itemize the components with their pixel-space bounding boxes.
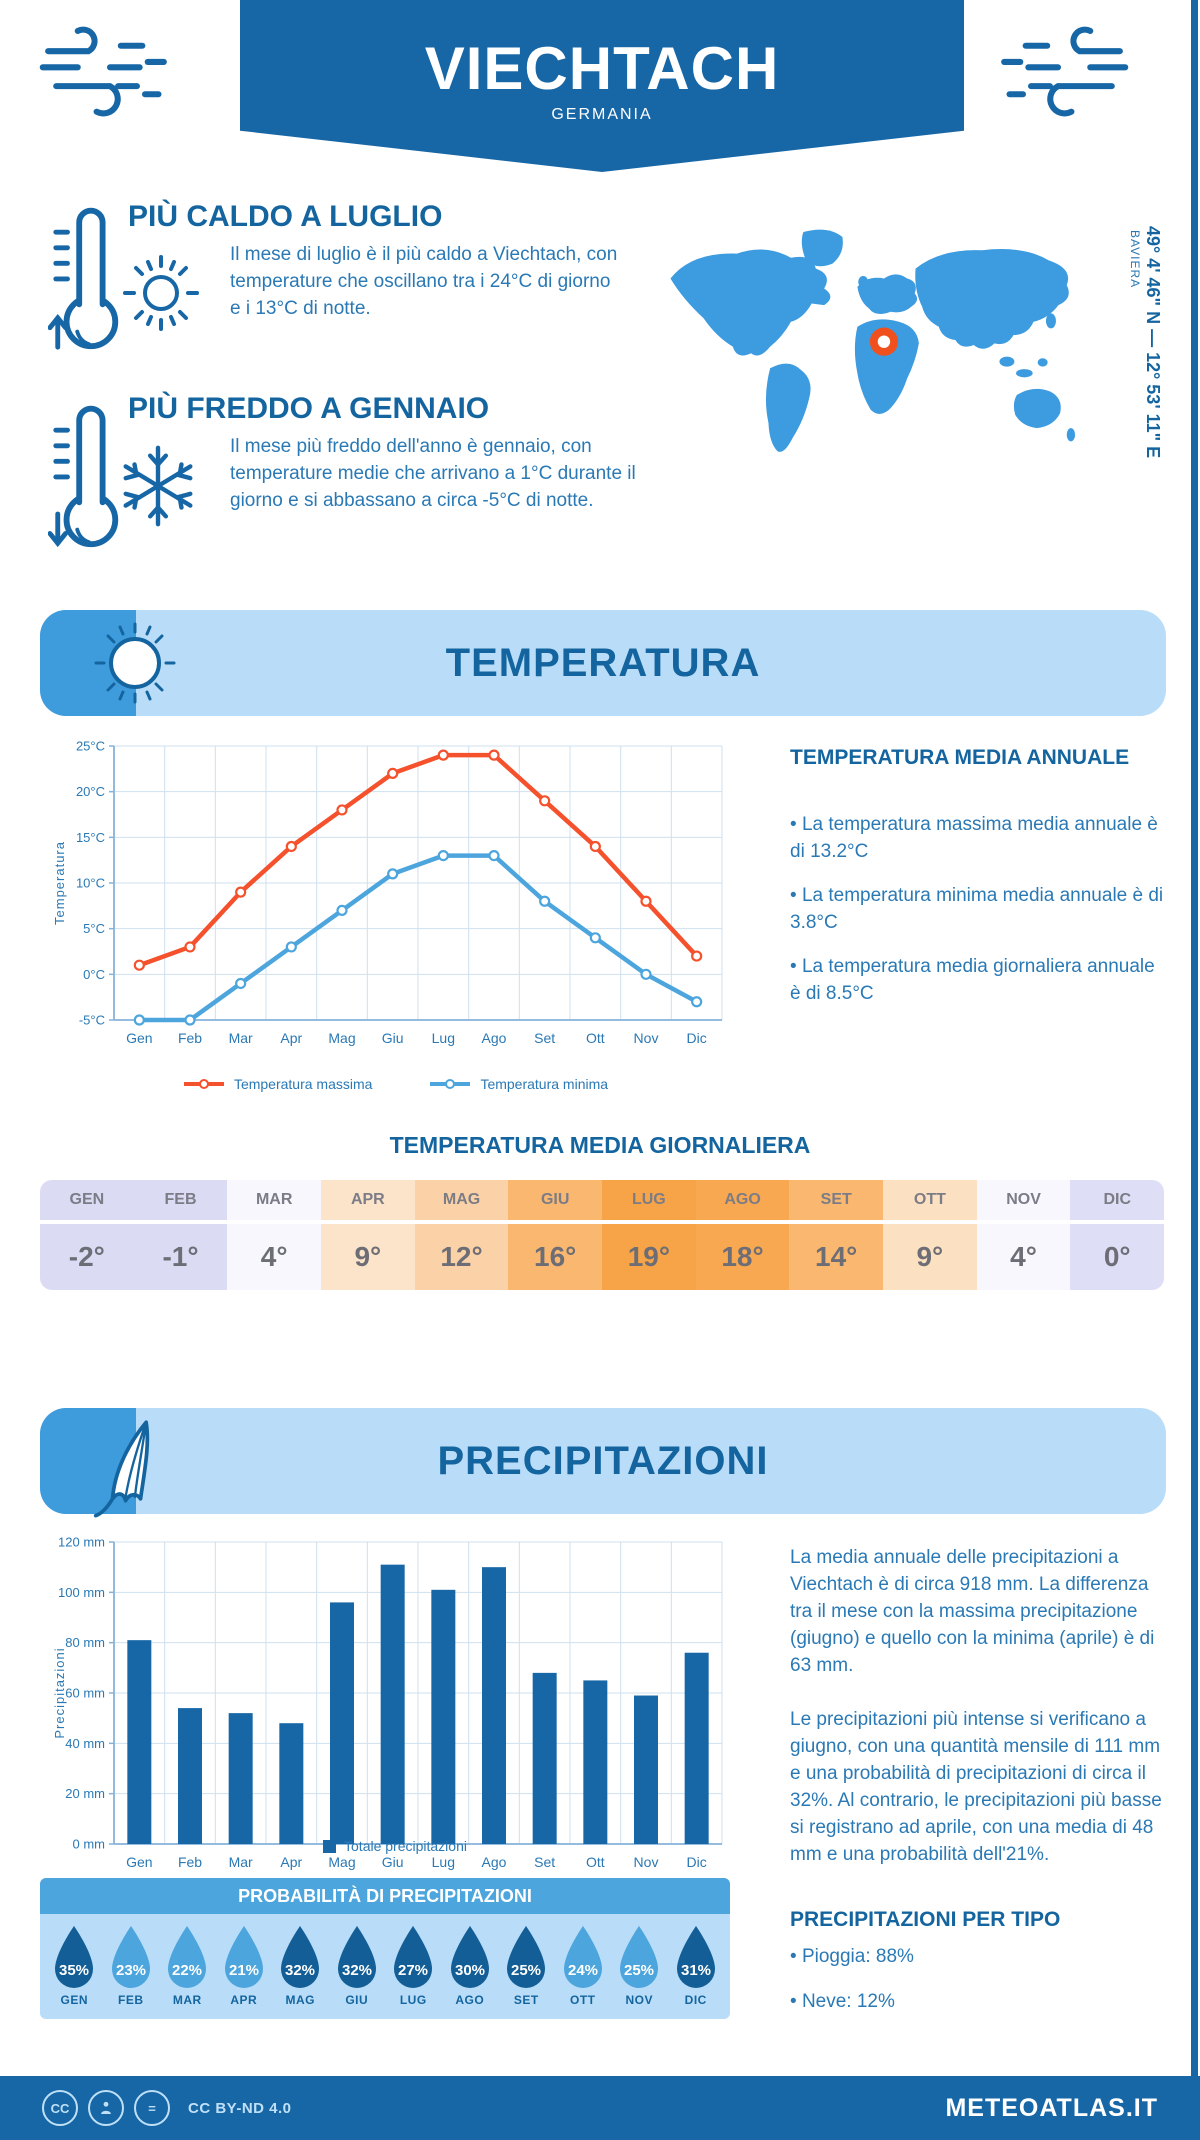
svg-text:25%: 25% (624, 1962, 655, 1979)
list-item: • La temperatura massima media annuale è di 13.2°C (790, 812, 1165, 865)
month-value-cell: 12° (415, 1224, 509, 1290)
raindrop-icon (615, 1924, 663, 1990)
month-column (134, 1180, 228, 1290)
svg-text:Temperatura: Temperatura (52, 841, 67, 925)
droplet-column (272, 1924, 329, 2007)
highlight-warm-text: Il mese di luglio è il più caldo a Viechtach, con temperature che oscillano tra i 24°C di giorno e i 13°C di notte. (230, 244, 618, 319)
droplet-column (103, 1924, 160, 2007)
precipitation-paragraphs (790, 1545, 1168, 1896)
month-value-cell: 16° (508, 1224, 602, 1290)
raindrop-icon (220, 1924, 268, 1990)
annual-temp-heading: TEMPERATURA MEDIA ANNUALE (790, 746, 1130, 769)
precip-bar (279, 1723, 303, 1844)
month-column (227, 1180, 321, 1290)
svg-text:Giu: Giu (381, 1854, 404, 1870)
raindrop-icon (50, 1924, 98, 1990)
raindrop-icon (446, 1924, 494, 1990)
svg-text:Gen: Gen (126, 1854, 153, 1870)
svg-text:60 mm: 60 mm (65, 1685, 105, 1701)
svg-text:Ott: Ott (585, 1854, 605, 1870)
precip-bar (330, 1602, 354, 1844)
svg-text:Lug: Lug (431, 1854, 456, 1870)
footer (0, 2076, 1200, 2140)
month-header-cell: FEB (134, 1180, 228, 1220)
precip-bar (229, 1713, 253, 1844)
svg-text:Mag: Mag (328, 1854, 356, 1870)
droplet-month-label: FEB (118, 1993, 144, 2007)
page-subtitle: GERMANIA (551, 106, 653, 123)
droplet-column (385, 1924, 442, 2007)
month-column (696, 1180, 790, 1290)
svg-text:32%: 32% (341, 1962, 372, 1979)
droplet-column (159, 1924, 216, 2007)
droplet-column (216, 1924, 273, 2007)
raindrop-icon (333, 1924, 381, 1990)
svg-text:Set: Set (534, 1030, 556, 1046)
svg-text:Set: Set (534, 1854, 556, 1870)
probability-box (40, 1878, 730, 2019)
highlight-cold-title: PIÙ FREDDO A GENNAIO (128, 392, 490, 425)
svg-text:0°C: 0°C (83, 966, 105, 982)
legend-item (182, 1076, 373, 1092)
droplet-month-label: LUG (399, 1993, 427, 2007)
legend-label: Temperatura minima (480, 1076, 609, 1092)
license-group (42, 2090, 292, 2126)
precip-bar (431, 1590, 455, 1844)
month-header-cell: NOV (977, 1180, 1071, 1220)
month-value-cell: 4° (227, 1224, 321, 1290)
thermometer-up-icon (48, 198, 126, 356)
droplet-month-label: DIC (684, 1993, 707, 2007)
svg-text:120 mm: 120 mm (58, 1534, 105, 1550)
month-column (321, 1180, 415, 1290)
month-value-cell: -2° (40, 1224, 134, 1290)
month-value-cell: 9° (883, 1224, 977, 1290)
wind-icon (988, 16, 1136, 124)
month-header-cell: OTT (883, 1180, 977, 1220)
raindrop-icon (107, 1924, 155, 1990)
svg-text:Nov: Nov (633, 1854, 659, 1870)
svg-text:Nov: Nov (633, 1030, 659, 1046)
svg-text:80 mm: 80 mm (65, 1635, 105, 1651)
svg-text:25%: 25% (511, 1962, 542, 1979)
list-item: • Pioggia: 88% (790, 1944, 1160, 1971)
sun-icon (118, 248, 204, 334)
droplet-month-label: MAR (172, 1993, 202, 2007)
page-title: VIECHTACH (424, 35, 780, 102)
per-type-bullets (790, 1944, 1160, 2033)
svg-text:27%: 27% (398, 1962, 429, 1979)
list-item: • La temperatura media giornaliera annuale è di 8.5°C (790, 954, 1165, 1007)
svg-text:-5°C: -5°C (78, 1012, 105, 1028)
svg-text:Giu: Giu (381, 1030, 404, 1046)
month-column (789, 1180, 883, 1290)
month-value-cell: 18° (696, 1224, 790, 1290)
highlight-cold-text: Il mese più freddo dell'anno è gennaio, con temperature medie che arrivano a 1°C durante il giorno e si abbassano a circa -5°C di notte. (230, 436, 636, 511)
no-derivatives-icon: = (134, 2090, 170, 2126)
annual-temp-bullets (790, 812, 1165, 1026)
svg-text:23%: 23% (115, 1962, 146, 1979)
probability-title: PROBABILITÀ DI PRECIPITAZIONI (40, 1878, 730, 1914)
precipitation-legend-label: Totale precipitazioni (344, 1838, 467, 1854)
svg-text:Apr: Apr (280, 1854, 303, 1870)
snowflake-icon (114, 440, 202, 532)
droplet-month-label: APR (230, 1993, 258, 2007)
month-value-cell: 9° (321, 1224, 415, 1290)
precip-bar (634, 1696, 658, 1844)
precip-bar (685, 1653, 709, 1844)
cc-icon: CC (42, 2090, 78, 2126)
svg-text:20°C: 20°C (75, 784, 105, 800)
svg-text:Mar: Mar (228, 1030, 253, 1046)
month-header-cell: DIC (1070, 1180, 1164, 1220)
precipitation-chart-legend (50, 1838, 740, 1854)
droplet-column (668, 1924, 725, 2007)
world-map (658, 210, 1090, 480)
droplet-column (611, 1924, 668, 2007)
site-name: METEOATLAS.IT (945, 2093, 1158, 2122)
svg-text:31%: 31% (680, 1962, 711, 1979)
droplet-month-label: MAG (285, 1993, 315, 2007)
legend-label: Temperatura massima (233, 1076, 373, 1092)
temperature-chart-legend (50, 1076, 740, 1092)
month-column (40, 1180, 134, 1290)
droplet-month-label: GIU (345, 1993, 369, 2007)
month-value-cell: -1° (134, 1224, 228, 1290)
monthly-temperature-table (40, 1180, 1164, 1290)
month-column (883, 1180, 977, 1290)
highlight-warm-title: PIÙ CALDO A LUGLIO (128, 200, 443, 233)
month-header-cell: APR (321, 1180, 415, 1220)
svg-text:Mag: Mag (328, 1030, 356, 1046)
probability-droplets (40, 1914, 730, 2019)
month-column (602, 1180, 696, 1290)
droplet-month-label: AGO (455, 1993, 485, 2007)
raindrop-icon (163, 1924, 211, 1990)
droplet-column (442, 1924, 499, 2007)
svg-text:Dic: Dic (686, 1030, 707, 1046)
month-header-cell: GEN (40, 1180, 134, 1220)
month-header-cell: SET (789, 1180, 883, 1220)
list-item: • La temperatura minima media annuale è di 3.8°C (790, 883, 1165, 936)
svg-text:20 mm: 20 mm (65, 1786, 105, 1802)
svg-text:15°C: 15°C (75, 829, 105, 845)
precip-bar (533, 1673, 557, 1844)
legend-square-icon (323, 1840, 336, 1853)
month-column (415, 1180, 509, 1290)
svg-text:100 mm: 100 mm (58, 1584, 105, 1600)
droplet-column (46, 1924, 103, 2007)
svg-text:Feb: Feb (177, 1030, 203, 1046)
precip-bar (127, 1640, 151, 1844)
wind-icon (32, 16, 180, 124)
license-label: CC BY-ND 4.0 (188, 2099, 292, 2117)
month-value-cell: 19° (602, 1224, 696, 1290)
month-header-cell: GIU (508, 1180, 602, 1220)
svg-text:Feb: Feb (177, 1854, 203, 1870)
droplet-month-label: SET (513, 1993, 539, 2007)
month-column (1070, 1180, 1164, 1290)
svg-text:Dic: Dic (686, 1854, 707, 1870)
per-type-heading: PRECIPITAZIONI PER TIPO (790, 1908, 1061, 1931)
precip-bar (381, 1565, 405, 1844)
svg-text:Ago: Ago (481, 1854, 507, 1870)
list-item: Le precipitazioni più intense si verificano a giugno, con una quantità mensile di 111 mm e una probabilità di precipitazioni di circa il 32%. Al contrario, le precipitazioni più basse si registrano ad aprile, con una media di 48 mm e una probabilità dell'21%. (790, 1708, 1162, 1865)
month-header-cell: LUG (602, 1180, 696, 1220)
legend-item (428, 1076, 608, 1092)
attribution-person-icon (88, 2090, 124, 2126)
svg-text:22%: 22% (172, 1962, 203, 1979)
temperature-chart (50, 732, 740, 1068)
legend-line-icon (428, 1078, 472, 1090)
precip-bar (482, 1567, 506, 1844)
raindrop-icon (672, 1924, 720, 1990)
daily-temp-heading: TEMPERATURA MEDIA GIORNALIERA (389, 1132, 811, 1158)
list-item: La media annuale delle precipitazioni a Viechtach è di circa 918 mm. La differenza tra il mese con la massima precipitazione (giugno) e quello con la minima (aprile) è di 63 mm. (790, 1547, 1155, 1676)
raindrop-icon (502, 1924, 550, 1990)
coordinates-block (1128, 226, 1163, 646)
svg-text:24%: 24% (567, 1962, 598, 1979)
month-column (977, 1180, 1071, 1290)
svg-text:25°C: 25°C (75, 738, 105, 754)
region-label: BAVIERA (1128, 230, 1142, 289)
precipitation-section-title: PRECIPITAZIONI (437, 1439, 769, 1483)
month-header-cell: MAR (227, 1180, 321, 1220)
svg-text:Precipitazioni: Precipitazioni (52, 1647, 67, 1739)
droplet-month-label: OTT (570, 1993, 596, 2007)
precip-bar (178, 1708, 202, 1844)
droplet-column (555, 1924, 612, 2007)
legend-line-icon (182, 1078, 226, 1090)
svg-text:Apr: Apr (280, 1030, 303, 1046)
droplet-column (329, 1924, 386, 2007)
droplet-month-label: NOV (625, 1993, 653, 2007)
svg-text:Mar: Mar (228, 1854, 253, 1870)
month-value-cell: 0° (1070, 1224, 1164, 1290)
month-value-cell: 4° (977, 1224, 1071, 1290)
right-edge-stripe (1191, 0, 1198, 2140)
list-item: • Neve: 12% (790, 1989, 1160, 2016)
svg-text:Ago: Ago (481, 1030, 507, 1046)
droplet-column (498, 1924, 555, 2007)
svg-text:Gen: Gen (126, 1030, 153, 1046)
svg-text:21%: 21% (228, 1962, 259, 1979)
svg-text:0 mm: 0 mm (72, 1836, 105, 1852)
raindrop-icon (389, 1924, 437, 1990)
svg-text:30%: 30% (454, 1962, 485, 1979)
month-column (508, 1180, 602, 1290)
svg-text:32%: 32% (285, 1962, 316, 1979)
svg-text:35%: 35% (59, 1962, 90, 1979)
svg-text:10°C: 10°C (75, 875, 105, 891)
precip-bar (583, 1680, 607, 1844)
svg-text:5°C: 5°C (83, 921, 105, 937)
month-header-cell: AGO (696, 1180, 790, 1220)
svg-text:Ott: Ott (585, 1030, 605, 1046)
coordinates-text: 49° 4' 46" N — 12° 53' 11" E (1143, 226, 1163, 459)
month-value-cell: 14° (789, 1224, 883, 1290)
month-header-cell: MAG (415, 1180, 509, 1220)
svg-text:Lug: Lug (431, 1030, 456, 1046)
temperature-section-title: TEMPERATURA (445, 641, 761, 685)
raindrop-icon (559, 1924, 607, 1990)
svg-text:40 mm: 40 mm (65, 1735, 105, 1751)
droplet-month-label: GEN (60, 1993, 88, 2007)
raindrop-icon (276, 1924, 324, 1990)
